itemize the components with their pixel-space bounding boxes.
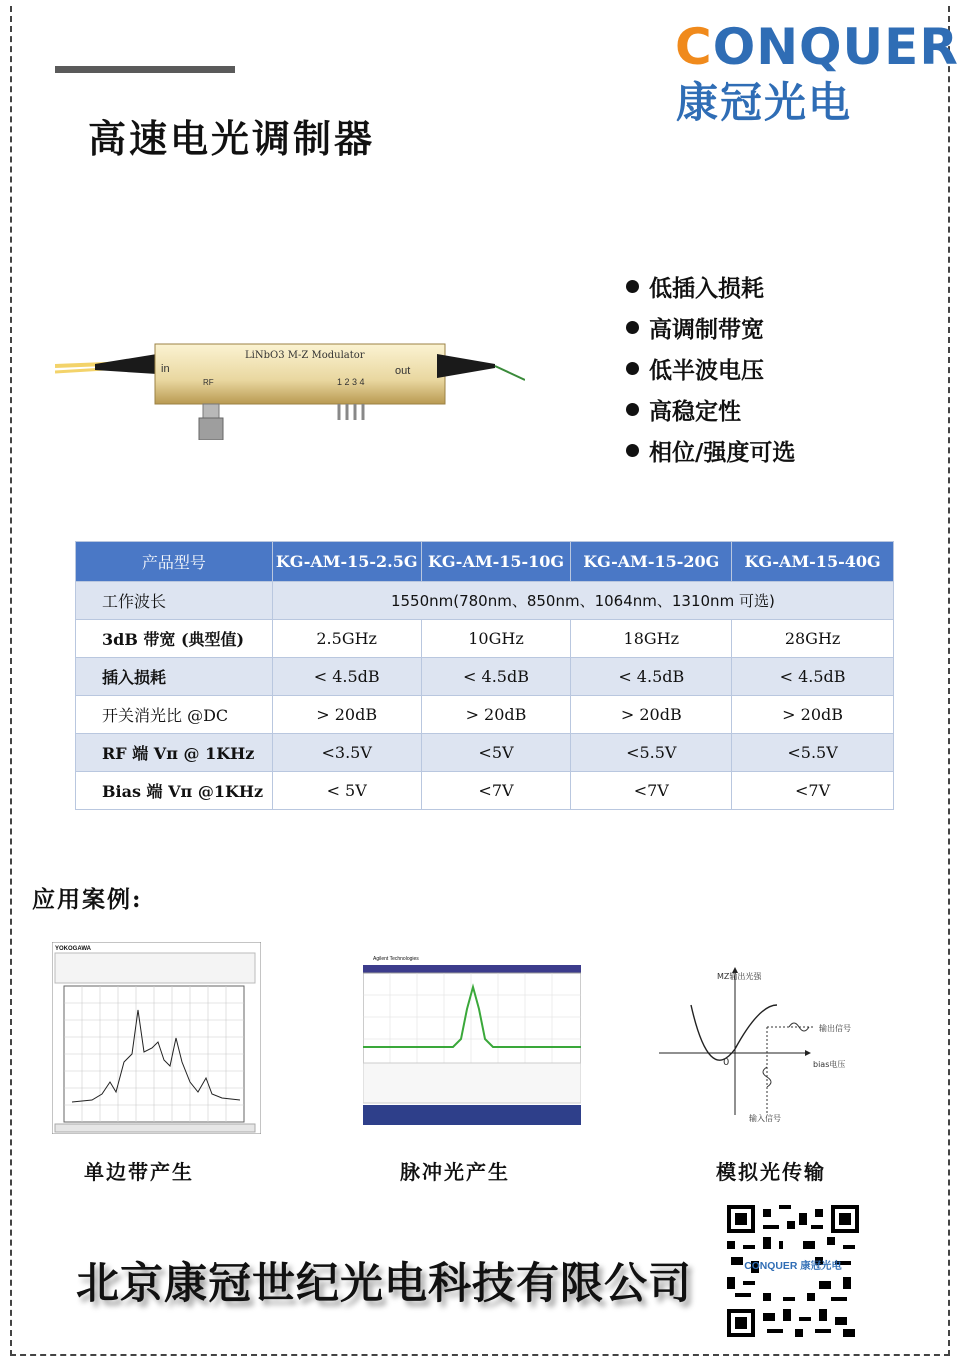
feature-item: 低半波电压 <box>626 348 795 389</box>
top-decor-bar <box>55 66 235 73</box>
mz-transfer-diagram <box>655 965 865 1130</box>
fig2-brand: Agilent Technologies <box>373 956 419 962</box>
spec-table <box>75 541 894 810</box>
modulator-device-image <box>55 330 525 440</box>
feature-item: 相位/强度可选 <box>626 430 795 471</box>
fig3-origin-label: 0 <box>723 1057 730 1068</box>
row-label: RF 端 Vπ @ 1KHz <box>76 734 273 772</box>
bullet-icon <box>626 362 639 375</box>
table-cell: > 20dB <box>732 696 894 734</box>
table-cell: <7V <box>732 772 894 810</box>
row-label: 工作波长 <box>76 582 273 620</box>
table-row <box>76 620 894 658</box>
row-label: 开关消光比 @DC <box>76 696 273 734</box>
table-cell: > 20dB <box>421 696 571 734</box>
spectrum-analyzer-image <box>52 942 261 1134</box>
fig3-xlabel: bias电压 <box>813 1060 846 1069</box>
fig3-output-label: 输出信号 <box>819 1024 851 1033</box>
table-cell: <7V <box>571 772 732 810</box>
table-cell: <7V <box>421 772 571 810</box>
table-header-cell: 产品型号 <box>76 542 273 582</box>
table-header-cell: KG-AM-15-2.5G <box>272 542 421 582</box>
fig1-brand: YOKOGAWA <box>55 946 92 952</box>
table-cell: <5.5V <box>732 734 894 772</box>
table-row <box>76 582 894 620</box>
table-header-row <box>76 542 894 582</box>
table-cell: > 20dB <box>571 696 732 734</box>
oscilloscope-image <box>363 953 581 1125</box>
wavelength-value: 1550nm(780nm、850nm、1064nm、1310nm 可选) <box>272 582 893 620</box>
table-cell: < 4.5dB <box>272 658 421 696</box>
table-header-cell: KG-AM-15-40G <box>732 542 894 582</box>
caption-pulse: 脉冲光产生 <box>400 1160 510 1184</box>
table-header-cell: KG-AM-15-20G <box>571 542 732 582</box>
table-cell: <5.5V <box>571 734 732 772</box>
table-row <box>76 696 894 734</box>
device-pins-label: 1 2 3 4 <box>337 377 365 387</box>
brand-logo-zh: 康冠光电 <box>676 78 853 127</box>
fig3-input-label: 输入信号 <box>749 1114 781 1123</box>
feature-item: 高稳定性 <box>626 389 795 430</box>
table-cell: 2.5GHz <box>272 620 421 658</box>
caption-analog: 模拟光传输 <box>716 1160 826 1184</box>
device-rf-label: RF <box>203 378 214 387</box>
device-out-label: out <box>395 365 411 377</box>
row-label: 3dB 带宽 (典型值) <box>76 620 273 658</box>
table-row <box>76 658 894 696</box>
qr-logo: CONQUER 康冠光电 <box>744 1261 842 1272</box>
brand-logo-en: CONQUER <box>675 18 959 76</box>
table-cell: < 4.5dB <box>732 658 894 696</box>
table-cell: 10GHz <box>421 620 571 658</box>
page-title: 高速电光调制器 <box>88 116 376 161</box>
table-cell: <5V <box>421 734 571 772</box>
table-cell: 18GHz <box>571 620 732 658</box>
feature-list <box>626 266 795 471</box>
table-cell: <3.5V <box>272 734 421 772</box>
table-cell: < 4.5dB <box>571 658 732 696</box>
device-label: LiNbO3 M-Z Modulator <box>245 350 365 361</box>
table-row <box>76 734 894 772</box>
table-cell: < 5V <box>272 772 421 810</box>
table-cell: 28GHz <box>732 620 894 658</box>
feature-item: 高调制带宽 <box>626 307 795 348</box>
feature-item: 低插入损耗 <box>626 266 795 307</box>
bullet-icon <box>626 403 639 416</box>
table-header-cell: KG-AM-15-10G <box>421 542 571 582</box>
bullet-icon <box>626 444 639 457</box>
fig3-ylabel: MZ输出光强 <box>717 972 762 981</box>
company-name: 北京康冠世纪光电科技有限公司 <box>76 1259 692 1309</box>
qr-code-icon <box>727 1205 859 1337</box>
device-in-label: in <box>161 363 170 375</box>
bullet-icon <box>626 321 639 334</box>
table-cell: < 4.5dB <box>421 658 571 696</box>
row-label: Bias 端 Vπ @1KHz <box>76 772 273 810</box>
applications-title: 应用案例: <box>32 886 143 913</box>
row-label: 插入损耗 <box>76 658 273 696</box>
bullet-icon <box>626 280 639 293</box>
caption-ssb: 单边带产生 <box>84 1160 194 1184</box>
table-cell: > 20dB <box>272 696 421 734</box>
table-row <box>76 772 894 810</box>
